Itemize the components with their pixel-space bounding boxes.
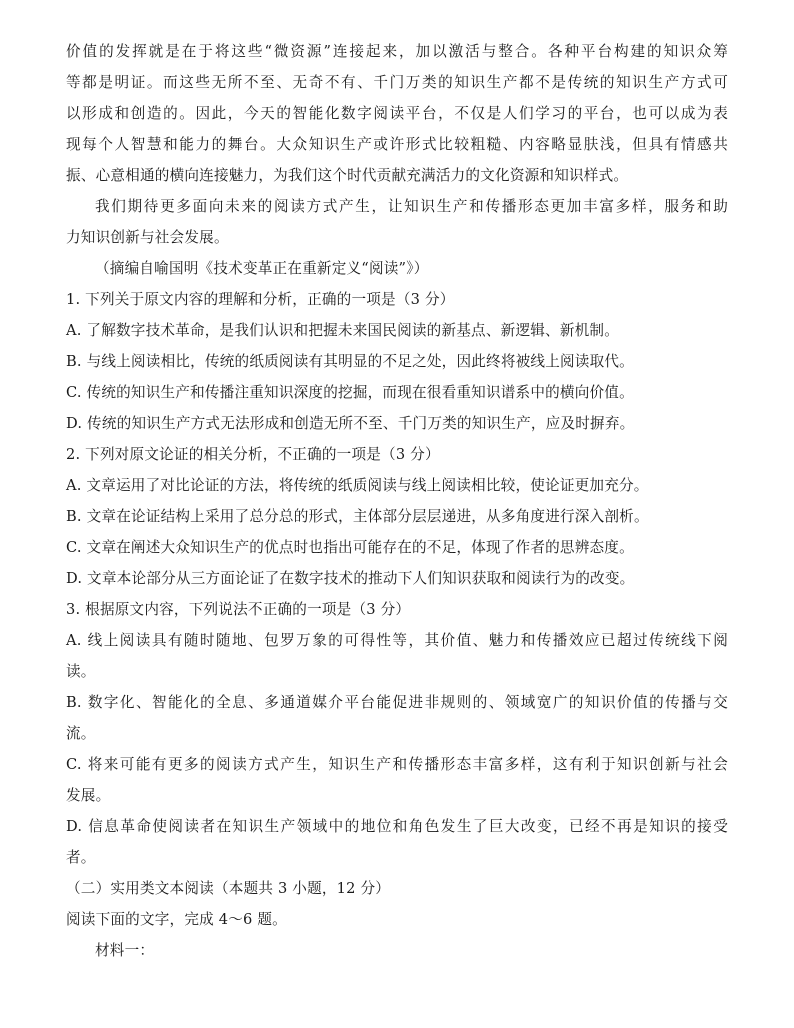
source-citation: （摘编自喻国明《技术变革正在重新定义“阅读”》） [95,260,429,277]
option-d: D. 信息革命使阅读者在知识生产领域中的地位和角色发生了巨大改变，已经不再是知识的接受 [66,818,728,835]
question-stem: 3. 根据原文内容，下列说法不正确的一项是（3 分） [66,601,411,618]
option-d: D. 传统的知识生产方式无法形成和创造无所不至、千门万类的知识生产，应及时摒弃。 [66,415,635,432]
passage-paragraph-2 [66,191,728,253]
option-c: C. 传统的知识生产和传播注重知识深度的挖掘，而现在很看重知识谱系中的横向价值。 [66,384,634,401]
text-line: 振、心意相通的横向连接魅力，为我们这个时代贡献充满活力的文化资源和知识样式。 [66,167,629,184]
option-a-continued: 读。 [66,663,96,680]
passage-paragraph-1 [66,36,728,191]
question-stem: 2. 下列对原文论证的相关分析，不正确的一项是（3 分） [66,446,440,463]
question-3 [66,594,728,873]
text-line: 现每个人智慧和能力的舞台。大众知识生产或许形式比较粗糙、内容略显肤浅，但具有情感共 [66,136,728,153]
option-c-continued: 发展。 [66,787,111,804]
text-line: 我们期待更多面向未来的阅读方式产生，让知识生产和传播形态更加丰富多样，服务和助 [95,198,728,215]
option-b-continued: 流。 [66,725,96,742]
option-c: C. 将来可能有更多的阅读方式产生，知识生产和传播形态丰富多样，这有利于知识创新与社会 [66,756,728,773]
material-label: 材料一： [95,942,155,959]
option-c: C. 文章在阐述大众知识生产的优点时也指出可能存在的不足，体现了作者的思辨态度。 [66,539,634,556]
option-d: D. 文章本论部分从三方面论证了在数字技术的推动下人们知识获取和阅读行为的改变。 [66,570,635,587]
question-stem: 1. 下列关于原文内容的理解和分析，正确的一项是（3 分） [66,291,455,308]
question-2 [66,439,728,594]
option-a: A. 文章运用了对比论证的方法，将传统的纸质阅读与线上阅读相比较，使论证更加充分。 [66,477,649,494]
option-a: A. 了解数字技术革命，是我们认识和把握未来国民阅读的新基点、新逻辑、新机制。 [66,322,619,339]
text-line: 以形成和创造的。因此，今天的智能化数字阅读平台，不仅是人们学习的平台，也可以成为表 [66,105,728,122]
section-2 [66,873,728,966]
option-d-continued: 者。 [66,849,96,866]
text-line: 价值的发挥就是在于将这些“微资源”连接起来，加以激活与整合。各种平台构建的知识众筹 [66,43,728,60]
text-line: 力知识创新与社会发展。 [66,229,229,246]
section-heading: （二）实用类文本阅读（本题共 3 小题，12 分） [66,880,391,897]
option-a: A. 线上阅读具有随时随地、包罗万象的可得性等，其价值、魅力和传播效应已超过传统线下阅 [66,632,728,649]
option-b: B. 数字化、智能化的全息、多通道媒介平台能促进非规则的、领域宽广的知识价值的传播与交 [66,694,728,711]
option-b: B. 与线上阅读相比，传统的纸质阅读有其明显的不足之处，因此终将被线上阅读取代。 [66,353,634,370]
text-line: 等都是明证。而这些无所不至、无奇不有、千门万类的知识生产都不是传统的知识生产方式可 [66,74,728,91]
section-instruction: 阅读下面的文字，完成 4～6 题。 [66,911,287,928]
option-b: B. 文章在论证结构上采用了总分总的形式，主体部分层层递进，从多角度进行深入剖析。 [66,508,649,525]
question-1 [66,284,728,439]
